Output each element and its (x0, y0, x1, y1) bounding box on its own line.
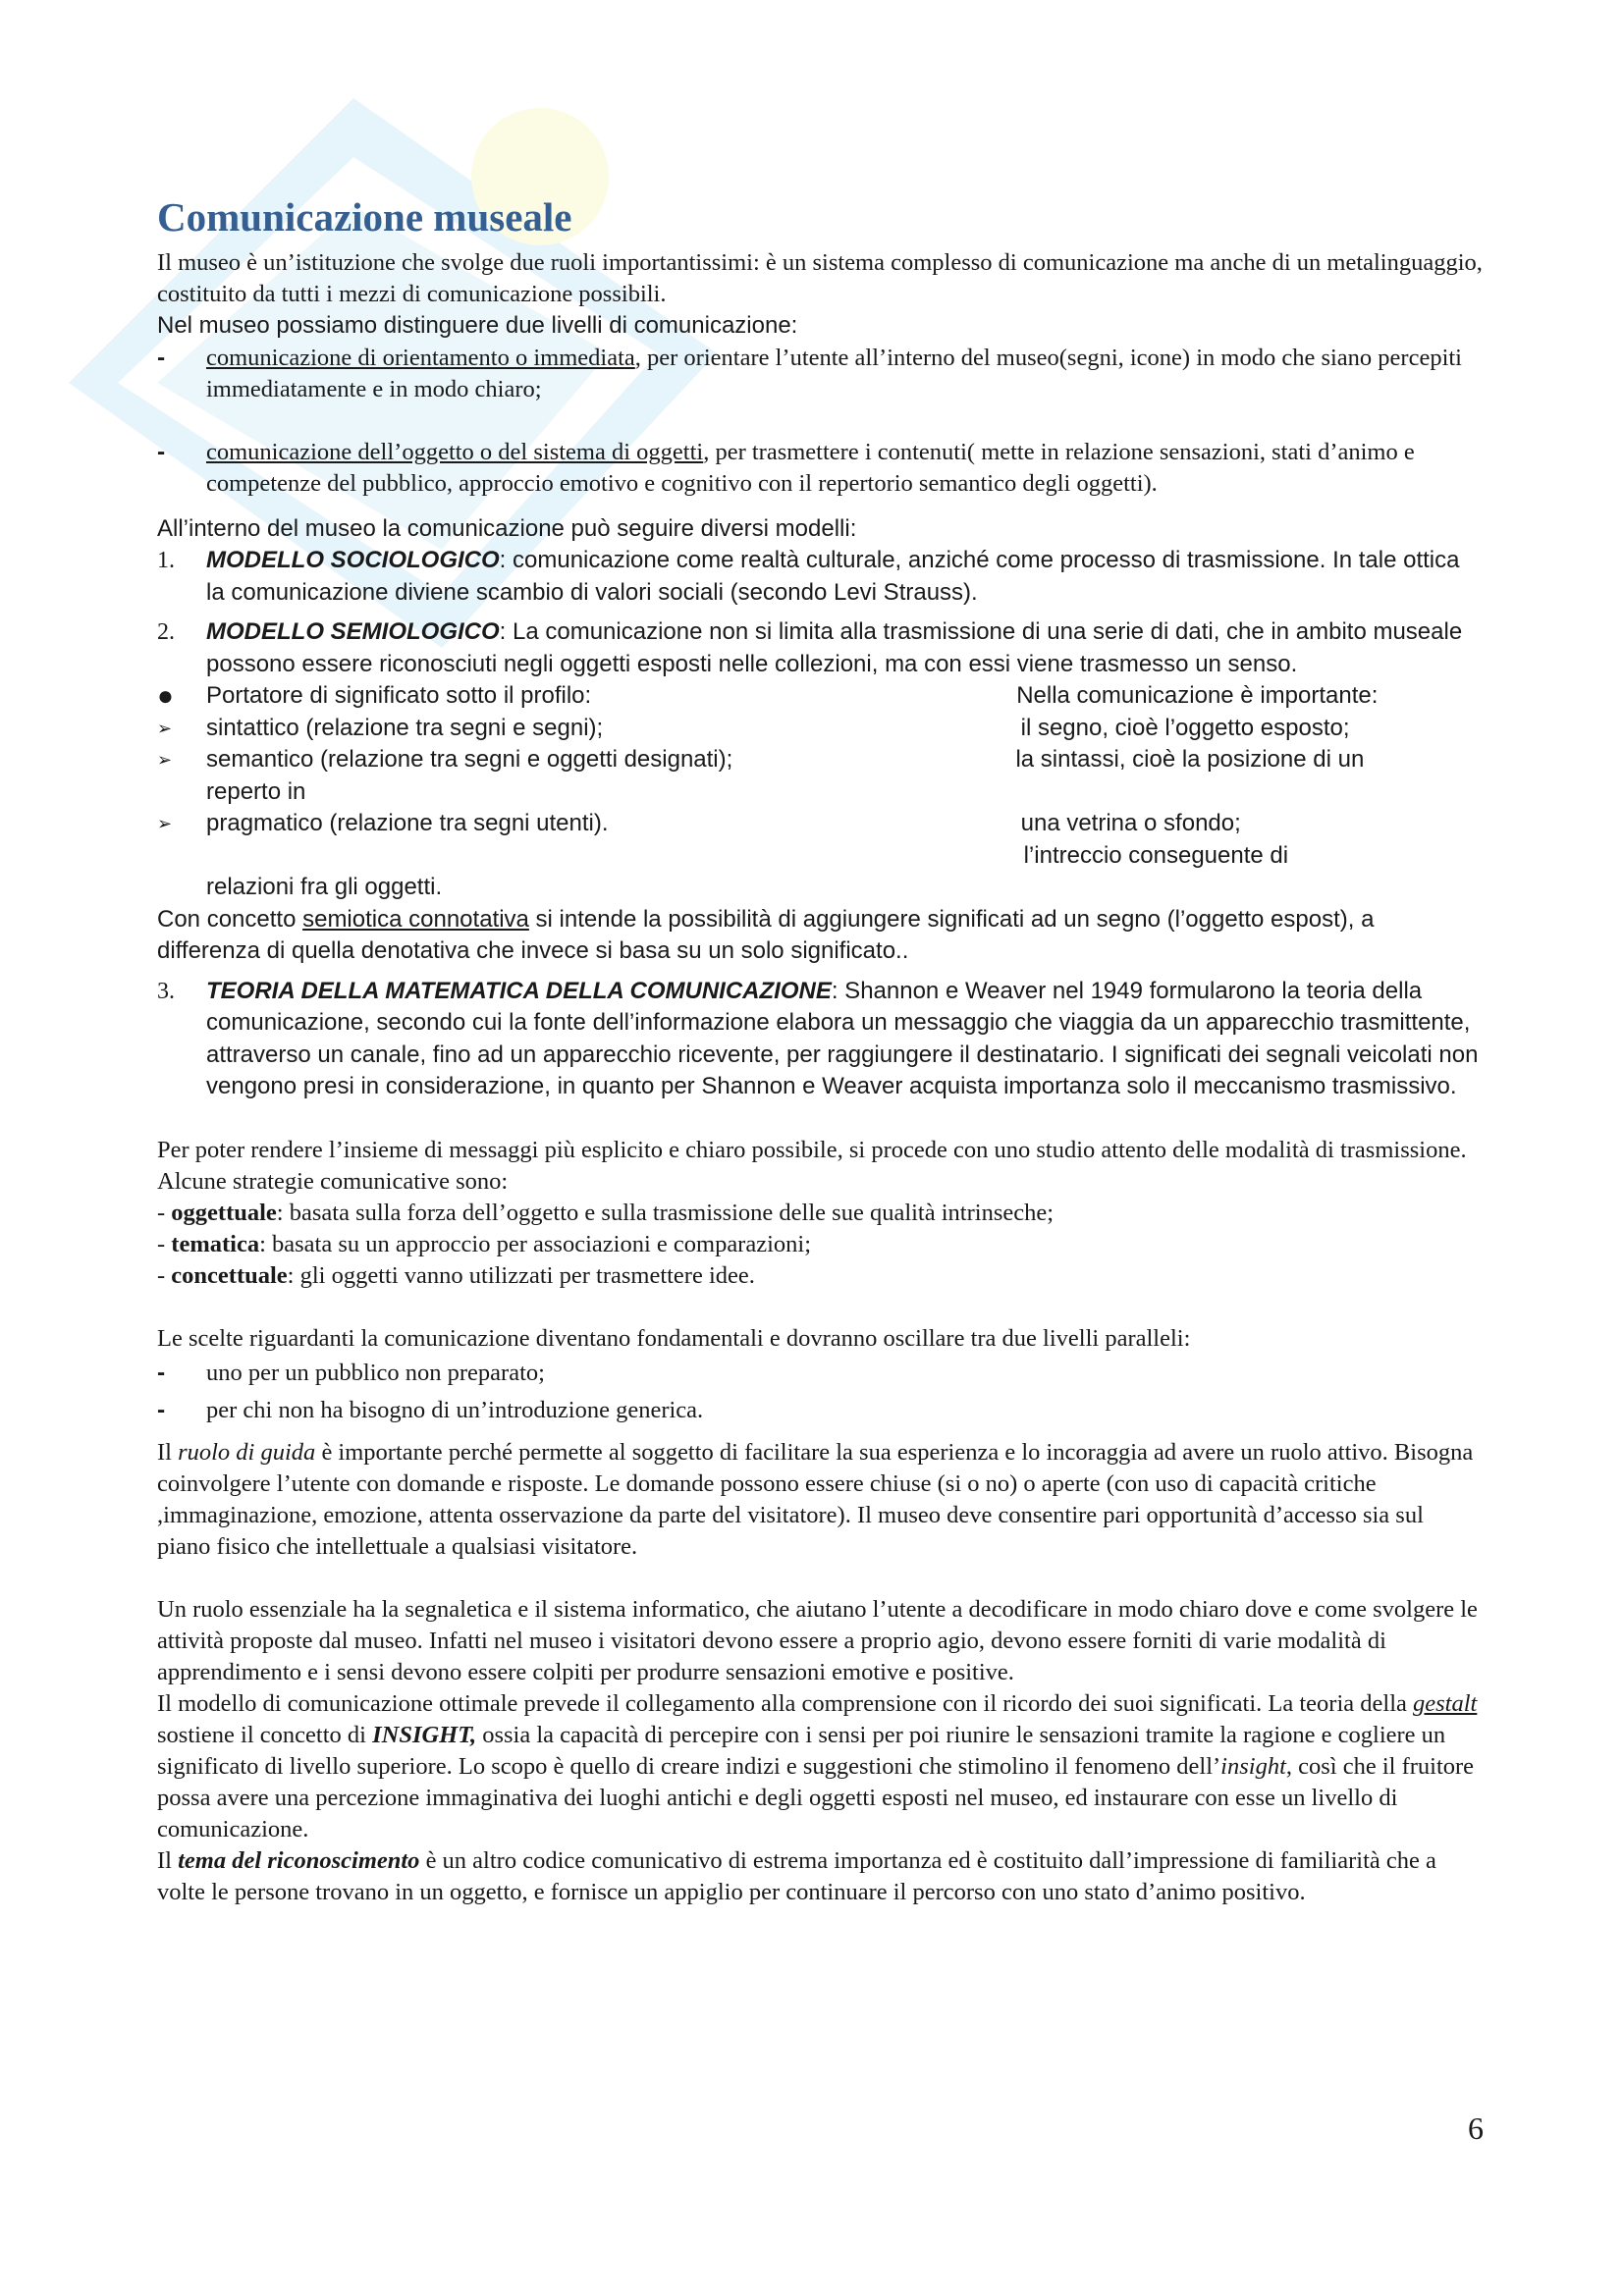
page-title: Comunicazione museale (157, 194, 572, 240)
strategy-name: concettuale (171, 1261, 288, 1289)
model-text: : comunicazione come realtà culturale, anziché come processo di trasmissione. In tale ottica la comunicazione diviene scambio di valori sociali (secondo Levi Strauss). (206, 547, 1460, 606)
model-item (157, 616, 1483, 680)
text-span: si intende la possibilità di aggiungere significati ad un segno (l’oggetto espost), a differenza di quella denotativa che invece si basa su un solo significato.. (157, 905, 1375, 964)
strategy-name: tematica (171, 1230, 260, 1257)
level-text: , per orientare l’utente all’interno del museo(segni, icone) in modo che siano percepiti immediatamente e in modo chiaro; (206, 344, 1462, 402)
model-number: 3. (157, 978, 175, 1004)
bullet-dot: ● (157, 680, 174, 711)
strategy-line: - concettuale: gli oggetti vanno utilizzati per trasmettere idee. (157, 1261, 755, 1289)
signage-paragraph: Un ruolo essenziale ha la segnaletica e il sistema informatico, che aiutano l’utente a decodificare in modo chiaro dove e come svolgere le attività proposte dal museo. Infatti nel museo i visitatori devono essere a proprio agio, devono essere forniti di varie modalità di apprendimento e i sensi devono essere colpiti per produrre sensazioni emotive e positive. (157, 1595, 1478, 1685)
profile-left-cell: sintattico (relazione tra segni e segni); (206, 714, 604, 741)
connotativa-term: semiotica connotativa (302, 905, 529, 933)
models-intro: All’interno del museo la comunicazione può seguire diversi modelli: (157, 514, 857, 542)
model-name: TEORIA DELLA MATEMATICA DELLA COMUNICAZIONE (206, 977, 832, 1004)
strategy-text: : basata sulla forza dell’oggetto e sulla trasmissione delle sue qualità intrinseche; (276, 1199, 1055, 1226)
strategy-line: - tematica: basata su un approccio per associazioni e comparazioni; (157, 1230, 812, 1257)
strategy-text: : basata su un approccio per associazioni e comparazioni; (259, 1230, 812, 1257)
strategy-line: - oggettuale: basata sulla forza dell’oggetto e sulla trasmissione delle sue qualità intrinseche; (157, 1199, 1055, 1226)
profile-row (157, 713, 1483, 745)
arrow-bullet-icon: ➢ (157, 814, 173, 833)
text-span: sostiene il concetto di (157, 1721, 373, 1748)
strategy-name: oggettuale (171, 1199, 277, 1226)
level-term: comunicazione di orientamento o immediata (206, 344, 635, 371)
recognition-term: tema del riconoscimento (178, 1846, 420, 1874)
text-span: ossia la capacità di percepire con i sensi per poi riunire le sensazioni tramite la ragione e cogliere un significato di livello superiore. Lo scopo è quello di creare indizi e suggestioni che stimolino il fenomeno dell’ (157, 1721, 1446, 1780)
text-span: è un altro codice comunicativo di estrema importanza ed è costituito dall’impressione di familiarità che a volte le persone trovano in un oggetto, e fornisce un appiglio per continuare il percorso con uno stato d’animo positivo. (157, 1846, 1436, 1905)
arrow-bullet-icon: ➢ (157, 750, 173, 770)
profile-row (157, 744, 1483, 776)
connotativa-paragraph (157, 904, 1483, 968)
profile-continuation (157, 872, 1483, 904)
profile-left-cell: relazioni fra gli oggetti. (206, 874, 443, 900)
model-item (157, 976, 1483, 1103)
dash-bullet: - (157, 438, 166, 465)
recognition-paragraph (157, 1845, 1483, 1908)
intro-paragraph: Il museo è un’istituzione che svolge due ruoli importantissimi: è un sistema complesso di comunicazione ma anche di un metalinguaggio, costituito da tutti i mezzi di comunicazione possibili. (157, 249, 1483, 307)
model-text: : Shannon e Weaver nel 1949 formularono la teoria della comunicazione, secondo cui la fonte dell’informazione elabora un messaggio che viaggia da un apparecchio trasmittente, attraverso un canale, fino ad un apparecchio ricevente, per raggiungere il destinatario. I significati dei segnali veicolati non vengono presi in considerazione, in quanto per Shannon e Weaver acquista importanza solo il meccanismo trasmissivo. (206, 977, 1479, 1099)
text-span: , così che il fruitore possa avere una percezione immaginativa dei luoghi antichi e degli oggetti esposti nel museo, ed instaurare con esse un livello di comunicazione. (157, 1752, 1475, 1842)
text-span: Il (157, 1846, 179, 1874)
dash-bullet: - (157, 344, 166, 371)
profile-left-head: Portatore di significato sotto il profilo: (206, 682, 592, 709)
page-number: 6 (1468, 2110, 1484, 2146)
strategies-intro: Per poter rendere l’insieme di messaggi più esplicito e chiaro possibile, si procede con uno studio attento delle modalità di trasmissione. Alcune strategie comunicative sono: (157, 1136, 1467, 1195)
text-span: Con concetto (157, 905, 303, 933)
profile-right-cell: il segno, cioè l’oggetto esposto; (1020, 714, 1350, 741)
levels-intro: Nel museo possiamo distinguere due livelli di comunicazione: (157, 312, 798, 339)
profile-left-cell: reperto in (206, 777, 306, 805)
profile-row (157, 776, 1483, 809)
model-text: : La comunicazione non si limita alla trasmissione di una serie di dati, che in ambito museale possono essere riconosciuti negli oggetti esposti nelle collezioni, ma con essi viene trasmesso un senso. (206, 618, 1463, 677)
choice-text: uno per un pubblico non preparato; (206, 1359, 545, 1386)
profile-left-cell: semantico (relazione tra segni e oggetti designati); (206, 746, 733, 773)
choice-item (157, 1392, 1483, 1429)
profile-row (157, 808, 1483, 840)
level-item (157, 437, 1483, 500)
profile-right-cell: la sintassi, cioè la posizione di un (1015, 746, 1365, 773)
profile-left-cell: pragmatico (relazione tra segni utenti). (206, 810, 609, 836)
insight-term: INSIGHT, (372, 1721, 477, 1748)
profile-row (157, 840, 1483, 873)
guide-term: ruolo di guida (178, 1438, 316, 1466)
profile-right-cell: l’intreccio conseguente di (1023, 841, 1289, 869)
level-text: , per trasmettere i contenuti( mette in relazione sensazioni, stati d’animo e competenze del pubblico, approccio emotivo e cognitivo con il repertorio semantico degli oggetti). (206, 438, 1415, 497)
model-name: MODELLO SOCIOLOGICO (206, 547, 500, 573)
text-span: Il (157, 1438, 179, 1466)
model-number: 1. (157, 548, 175, 573)
dash-bullet: - (157, 1359, 166, 1386)
gestalt-term: gestalt (1413, 1689, 1478, 1717)
level-item (157, 343, 1483, 405)
profile-right-head: Nella comunicazione è importante: (1016, 682, 1379, 709)
arrow-bullet-icon: ➢ (157, 718, 173, 738)
model-item (157, 545, 1483, 609)
level-term: comunicazione dell’oggetto o del sistema di oggetti (206, 438, 704, 465)
guide-paragraph (157, 1437, 1483, 1563)
text-span: è importante perché permette al soggetto di facilitare la sua esperienza e lo incoraggia ad avere un ruolo attivo. Bisogna coinvolgere l’utente con domande e risposte. Le domande possono essere chiuse (si o no) o aperte (con uso di capacità critiche ,immaginazione, emozione, attenta osservazione da parte del visitatore). Il museo deve consentire pari opportunità d’accesso sia sul piano fisico che intellettuale a qualsiasi visitatore. (157, 1438, 1474, 1560)
profile-header-row (157, 680, 1483, 713)
text-span: Il modello di comunicazione ottimale prevede il collegamento alla comprensione con il ricordo dei suoi significati. La teoria della (157, 1689, 1414, 1717)
optimal-model-paragraph (157, 1688, 1483, 1845)
choice-text: per chi non ha bisogno di un’introduzione generica. (206, 1396, 704, 1423)
insight-italic: insight (1220, 1752, 1286, 1780)
choice-item (157, 1355, 1483, 1392)
dash-bullet: - (157, 1396, 166, 1423)
model-name: MODELLO SEMIOLOGICO (206, 618, 500, 645)
model-number: 2. (157, 619, 175, 645)
choices-intro: Le scelte riguardanti la comunicazione diventano fondamentali e dovranno oscillare tra due livelli paralleli: (157, 1324, 1191, 1352)
profile-right-cell: una vetrina o sfondo; (1020, 810, 1241, 836)
strategy-text: : gli oggetti vanno utilizzati per trasmettere idee. (287, 1261, 755, 1289)
